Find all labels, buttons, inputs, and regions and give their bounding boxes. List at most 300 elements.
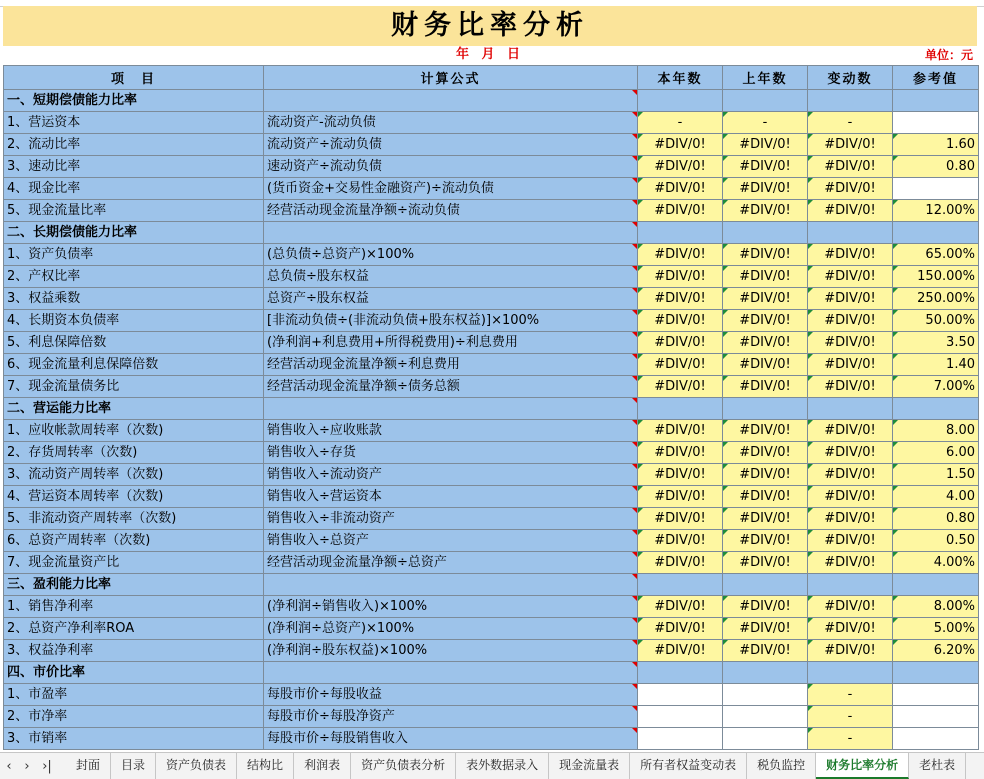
section-formula-cell[interactable]	[264, 90, 638, 112]
item-cell[interactable]: 2、存货周转率（次数)	[4, 442, 264, 464]
item-cell[interactable]: 3、权益净利率	[4, 640, 264, 662]
change-cell[interactable]: #DIV/0!	[808, 618, 893, 640]
formula-indicator	[723, 376, 728, 381]
formula-indicator	[808, 376, 813, 381]
section-value-cell[interactable]	[638, 90, 723, 112]
formula-indicator	[723, 618, 728, 623]
table-row	[4, 354, 979, 376]
reference-cell[interactable]: 0.50	[893, 530, 979, 552]
comment-marker	[632, 398, 637, 403]
change-cell[interactable]: #DIV/0!	[808, 530, 893, 552]
table-row	[4, 244, 979, 266]
reference-cell[interactable]: 5.00%	[893, 618, 979, 640]
next-sheet-button[interactable]: ›	[24, 758, 30, 774]
previous-year-cell[interactable]	[723, 728, 808, 750]
section-value-cell[interactable]	[638, 398, 723, 420]
formula-cell[interactable]: 总资产÷股东权益	[264, 288, 638, 310]
table-row	[4, 618, 979, 640]
header-item[interactable]: 项 目	[4, 66, 264, 90]
comment-marker	[632, 354, 637, 359]
formula-cell[interactable]: (货币资金+交易性金融资产)÷流动负债	[264, 178, 638, 200]
change-cell[interactable]: #DIV/0!	[808, 464, 893, 486]
previous-year-cell[interactable]: #DIV/0!	[723, 178, 808, 200]
item-cell[interactable]: 1、资产负债率	[4, 244, 264, 266]
current-year-cell[interactable]: #DIV/0!	[638, 288, 723, 310]
reference-cell[interactable]: 6.00	[893, 442, 979, 464]
current-year-cell[interactable]: #DIV/0!	[638, 266, 723, 288]
formula-indicator	[808, 442, 813, 447]
current-year-cell[interactable]	[638, 684, 723, 706]
reference-cell[interactable]	[893, 178, 979, 200]
comment-marker	[632, 244, 637, 249]
reference-cell[interactable]: 250.00%	[893, 288, 979, 310]
comment-marker	[632, 420, 637, 425]
formula-indicator	[808, 332, 813, 337]
comment-marker	[632, 662, 637, 667]
previous-year-cell[interactable]: #DIV/0!	[723, 156, 808, 178]
previous-year-cell[interactable]: #DIV/0!	[723, 332, 808, 354]
subtitle-row	[3, 46, 977, 64]
previous-year-cell[interactable]: #DIV/0!	[723, 376, 808, 398]
change-cell[interactable]: #DIV/0!	[808, 376, 893, 398]
formula-indicator	[893, 552, 898, 557]
item-cell[interactable]: 1、应收帐款周转率（次数)	[4, 420, 264, 442]
formula-cell[interactable]: (净利润÷股东权益)×100%	[264, 640, 638, 662]
section-value-cell[interactable]	[723, 398, 808, 420]
item-cell[interactable]: 1、销售净利率	[4, 596, 264, 618]
table-row	[4, 134, 979, 156]
previous-year-cell[interactable]	[723, 706, 808, 728]
formula-indicator	[723, 156, 728, 161]
section-row	[4, 662, 979, 684]
section-value-cell[interactable]	[638, 662, 723, 684]
formula-indicator	[638, 310, 643, 315]
current-year-cell[interactable]	[638, 728, 723, 750]
formula-cell[interactable]: 销售收入÷总资产	[264, 530, 638, 552]
formula-cell[interactable]: 流动资产÷流动负债	[264, 134, 638, 156]
formula-indicator	[808, 244, 813, 249]
previous-year-cell[interactable]: #DIV/0!	[723, 354, 808, 376]
table-row	[4, 486, 979, 508]
previous-year-cell[interactable]: #DIV/0!	[723, 200, 808, 222]
current-year-cell[interactable]: #DIV/0!	[638, 464, 723, 486]
comment-marker	[632, 574, 637, 579]
table-row	[4, 706, 979, 728]
reference-cell[interactable]	[893, 112, 979, 134]
change-cell[interactable]: -	[808, 112, 893, 134]
previous-year-cell[interactable]: #DIV/0!	[723, 596, 808, 618]
formula-indicator	[638, 464, 643, 469]
reference-cell[interactable]: 1.60	[893, 134, 979, 156]
item-cell[interactable]: 2、产权比率	[4, 266, 264, 288]
formula-cell[interactable]: (净利润÷总资产)×100%	[264, 618, 638, 640]
change-cell[interactable]: #DIV/0!	[808, 244, 893, 266]
comment-marker	[632, 640, 637, 645]
formula-indicator	[808, 596, 813, 601]
formula-indicator	[893, 530, 898, 535]
formula-indicator	[808, 706, 813, 711]
previous-year-cell[interactable]: #DIV/0!	[723, 486, 808, 508]
section-value-cell[interactable]	[638, 222, 723, 244]
formula-cell[interactable]: 经营活动现金流量净额÷流动负债	[264, 200, 638, 222]
section-formula-cell[interactable]	[264, 222, 638, 244]
reference-cell[interactable]: 0.80	[893, 508, 979, 530]
section-value-cell[interactable]	[638, 574, 723, 596]
table-row	[4, 728, 979, 750]
change-cell[interactable]: #DIV/0!	[808, 354, 893, 376]
formula-indicator	[638, 244, 643, 249]
current-year-cell[interactable]: #DIV/0!	[638, 376, 723, 398]
change-cell[interactable]: #DIV/0!	[808, 310, 893, 332]
formula-indicator	[723, 464, 728, 469]
formula-cell[interactable]: 销售收入÷应收账款	[264, 420, 638, 442]
item-cell[interactable]: 5、利息保障倍数	[4, 332, 264, 354]
reference-cell[interactable]: 7.00%	[893, 376, 979, 398]
header-formula[interactable]: 计算公式	[264, 66, 638, 90]
item-cell[interactable]: 3、权益乘数	[4, 288, 264, 310]
item-cell[interactable]: 4、营运资本周转率（次数)	[4, 486, 264, 508]
formula-cell[interactable]: (净利润÷销售收入)×100%	[264, 596, 638, 618]
formula-cell[interactable]: 经营活动现金流量净额÷债务总额	[264, 376, 638, 398]
ratio-table	[3, 65, 978, 750]
formula-indicator	[723, 134, 728, 139]
reference-cell[interactable]: 6.20%	[893, 640, 979, 662]
formula-indicator	[638, 288, 643, 293]
item-cell[interactable]: 5、非流动资产周转率（次数)	[4, 508, 264, 530]
formula-indicator	[893, 310, 898, 315]
formula-indicator	[893, 596, 898, 601]
reference-cell[interactable]: 150.00%	[893, 266, 979, 288]
formula-indicator	[723, 530, 728, 535]
formula-cell[interactable]: 销售收入÷流动资产	[264, 464, 638, 486]
current-year-cell[interactable]: #DIV/0!	[638, 618, 723, 640]
reference-cell[interactable]: 4.00	[893, 486, 979, 508]
section-value-cell[interactable]	[893, 574, 979, 596]
sheet-tab[interactable]: 目录	[111, 753, 156, 779]
formula-indicator	[893, 508, 898, 513]
current-year-cell[interactable]: #DIV/0!	[638, 244, 723, 266]
formula-cell[interactable]: (净利润+利息费用+所得税费用)÷利息费用	[264, 332, 638, 354]
current-year-cell[interactable]: #DIV/0!	[638, 596, 723, 618]
table-row	[4, 552, 979, 574]
formula-cell[interactable]: (总负债÷总资产)×100%	[264, 244, 638, 266]
current-year-cell[interactable]: #DIV/0!	[638, 486, 723, 508]
comment-marker	[632, 222, 637, 227]
current-year-cell[interactable]: #DIV/0!	[638, 134, 723, 156]
formula-cell[interactable]: 每股市价÷每股销售收入	[264, 728, 638, 750]
formula-cell[interactable]: 销售收入÷营运资本	[264, 486, 638, 508]
sheet-tab[interactable]: 现金流量表	[549, 753, 630, 779]
change-cell[interactable]: #DIV/0!	[808, 178, 893, 200]
change-cell[interactable]: #DIV/0!	[808, 288, 893, 310]
comment-marker	[632, 156, 637, 161]
item-cell[interactable]: 4、现金比率	[4, 178, 264, 200]
section-value-cell[interactable]	[808, 398, 893, 420]
section-label[interactable]: 四、市价比率	[4, 662, 264, 684]
previous-year-cell[interactable]	[723, 684, 808, 706]
formula-cell[interactable]: 每股市价÷每股净资产	[264, 706, 638, 728]
previous-year-cell[interactable]: #DIV/0!	[723, 420, 808, 442]
formula-cell[interactable]: 经营活动现金流量净额÷利息费用	[264, 354, 638, 376]
change-cell[interactable]: -	[808, 684, 893, 706]
item-cell[interactable]: 2、市净率	[4, 706, 264, 728]
current-year-cell[interactable]: #DIV/0!	[638, 420, 723, 442]
sheet-tab[interactable]: 财务比率分析	[816, 753, 909, 779]
item-cell[interactable]: 6、现金流量利息保障倍数	[4, 354, 264, 376]
reference-cell[interactable]: 1.40	[893, 354, 979, 376]
formula-indicator	[893, 420, 898, 425]
item-cell[interactable]: 7、现金流量资产比	[4, 552, 264, 574]
section-value-cell[interactable]	[808, 662, 893, 684]
formula-indicator	[638, 112, 643, 117]
item-cell[interactable]: 4、长期资本负债率	[4, 310, 264, 332]
section-value-cell[interactable]	[723, 90, 808, 112]
item-cell[interactable]: 7、现金流量债务比	[4, 376, 264, 398]
comment-marker	[632, 200, 637, 205]
change-cell[interactable]: #DIV/0!	[808, 640, 893, 662]
item-cell[interactable]: 2、总资产净利率ROA	[4, 618, 264, 640]
formula-indicator	[808, 134, 813, 139]
change-cell[interactable]: #DIV/0!	[808, 486, 893, 508]
previous-year-cell[interactable]: #DIV/0!	[723, 244, 808, 266]
current-year-cell[interactable]: #DIV/0!	[638, 354, 723, 376]
previous-year-cell[interactable]: #DIV/0!	[723, 442, 808, 464]
prev-sheet-button[interactable]: ‹	[6, 758, 12, 774]
current-year-cell[interactable]: #DIV/0!	[638, 442, 723, 464]
current-year-cell[interactable]: #DIV/0!	[638, 310, 723, 332]
comment-marker	[632, 332, 637, 337]
change-cell[interactable]: #DIV/0!	[808, 200, 893, 222]
change-cell[interactable]: #DIV/0!	[808, 156, 893, 178]
item-cell[interactable]: 1、市盈率	[4, 684, 264, 706]
comment-marker	[632, 288, 637, 293]
change-cell[interactable]: #DIV/0!	[808, 266, 893, 288]
formula-cell[interactable]: [非流动负债÷(非流动负债+股东权益)]×100%	[264, 310, 638, 332]
formula-indicator	[893, 156, 898, 161]
table-row	[4, 442, 979, 464]
change-cell[interactable]: #DIV/0!	[808, 420, 893, 442]
header-current-year[interactable]: 本年数	[638, 66, 723, 90]
current-year-cell[interactable]: #DIV/0!	[638, 178, 723, 200]
formula-indicator	[808, 354, 813, 359]
reference-cell[interactable]: 50.00%	[893, 310, 979, 332]
item-cell[interactable]: 1、营运资本	[4, 112, 264, 134]
item-cell[interactable]: 3、速动比率	[4, 156, 264, 178]
sheet-tab[interactable]: 表外数据录入	[456, 753, 549, 779]
change-cell[interactable]: #DIV/0!	[808, 134, 893, 156]
formula-indicator	[808, 288, 813, 293]
sheet-tab[interactable]: 税负监控	[747, 753, 816, 779]
change-cell[interactable]: #DIV/0!	[808, 442, 893, 464]
header-reference[interactable]: 参考值	[893, 66, 979, 90]
section-value-cell[interactable]	[723, 662, 808, 684]
formula-indicator	[723, 552, 728, 557]
comment-marker	[632, 266, 637, 271]
section-value-cell[interactable]	[723, 574, 808, 596]
formula-indicator	[893, 332, 898, 337]
formula-cell[interactable]: 销售收入÷存货	[264, 442, 638, 464]
previous-year-cell[interactable]: #DIV/0!	[723, 310, 808, 332]
sheet-tab[interactable]: 封面	[66, 753, 111, 779]
formula-indicator	[808, 200, 813, 205]
comment-marker	[632, 618, 637, 623]
change-cell[interactable]: -	[808, 706, 893, 728]
formula-indicator	[893, 134, 898, 139]
comment-marker	[632, 464, 637, 469]
section-label[interactable]: 二、长期偿债能力比率	[4, 222, 264, 244]
table-row	[4, 508, 979, 530]
current-year-cell[interactable]	[638, 706, 723, 728]
current-year-cell[interactable]: -	[638, 112, 723, 134]
formula-cell[interactable]: 总负债÷股东权益	[264, 266, 638, 288]
header-previous-year[interactable]: 上年数	[723, 66, 808, 90]
section-value-cell[interactable]	[893, 90, 979, 112]
reference-cell[interactable]: 4.00%	[893, 552, 979, 574]
table-row	[4, 464, 979, 486]
reference-cell[interactable]: 8.00%	[893, 596, 979, 618]
reference-cell[interactable]: 12.00%	[893, 200, 979, 222]
change-cell[interactable]: #DIV/0!	[808, 552, 893, 574]
formula-cell[interactable]: 流动资产-流动负债	[264, 112, 638, 134]
change-cell[interactable]: -	[808, 728, 893, 750]
previous-year-cell[interactable]: -	[723, 112, 808, 134]
section-value-cell[interactable]	[893, 222, 979, 244]
formula-indicator	[723, 310, 728, 315]
formula-indicator	[638, 354, 643, 359]
change-cell[interactable]: #DIV/0!	[808, 508, 893, 530]
formula-indicator	[638, 420, 643, 425]
formula-indicator	[808, 266, 813, 271]
current-year-cell[interactable]: #DIV/0!	[638, 200, 723, 222]
previous-year-cell[interactable]: #DIV/0!	[723, 464, 808, 486]
reference-cell[interactable]	[893, 706, 979, 728]
formula-indicator	[808, 178, 813, 183]
previous-year-cell[interactable]: #DIV/0!	[723, 508, 808, 530]
comment-marker	[632, 134, 637, 139]
previous-year-cell[interactable]: #DIV/0!	[723, 266, 808, 288]
reference-cell[interactable]: 0.80	[893, 156, 979, 178]
current-year-cell[interactable]: #DIV/0!	[638, 640, 723, 662]
section-label[interactable]: 一、短期偿债能力比率	[4, 90, 264, 112]
formula-indicator	[723, 244, 728, 249]
previous-year-cell[interactable]: #DIV/0!	[723, 288, 808, 310]
sheet-tab[interactable]: 利润表	[294, 753, 351, 779]
date-label: 年 月 日	[455, 47, 525, 62]
comment-marker	[632, 178, 637, 183]
reference-cell[interactable]	[893, 684, 979, 706]
item-cell[interactable]: 3、市销率	[4, 728, 264, 750]
table-row	[4, 332, 979, 354]
sheet-tab[interactable]: 老杜表	[909, 753, 966, 779]
formula-indicator	[723, 640, 728, 645]
item-cell[interactable]: 6、总资产周转率（次数)	[4, 530, 264, 552]
table-row	[4, 530, 979, 552]
section-value-cell[interactable]	[723, 222, 808, 244]
header-change[interactable]: 变动数	[808, 66, 893, 90]
change-cell[interactable]: #DIV/0!	[808, 596, 893, 618]
section-formula-cell[interactable]	[264, 398, 638, 420]
formula-indicator	[808, 112, 813, 117]
reference-cell[interactable]: 3.50	[893, 332, 979, 354]
previous-year-cell[interactable]: #DIV/0!	[723, 134, 808, 156]
current-year-cell[interactable]: #DIV/0!	[638, 332, 723, 354]
reference-cell[interactable]: 1.50	[893, 464, 979, 486]
section-value-cell[interactable]	[893, 662, 979, 684]
formula-indicator	[723, 354, 728, 359]
item-cell[interactable]: 3、流动资产周转率（次数)	[4, 464, 264, 486]
reference-cell[interactable]: 8.00	[893, 420, 979, 442]
current-year-cell[interactable]: #DIV/0!	[638, 156, 723, 178]
formula-indicator	[808, 508, 813, 513]
table-row	[4, 288, 979, 310]
sheet-tab[interactable]: 所有者权益变动表	[630, 753, 747, 779]
formula-cell[interactable]: 速动资产÷流动负债	[264, 156, 638, 178]
formula-indicator	[638, 332, 643, 337]
table-row	[4, 112, 979, 134]
table-row	[4, 200, 979, 222]
formula-indicator	[638, 156, 643, 161]
formula-indicator	[808, 552, 813, 557]
previous-year-cell[interactable]: #DIV/0!	[723, 640, 808, 662]
table-row	[4, 156, 979, 178]
formula-indicator	[893, 640, 898, 645]
previous-year-cell[interactable]: #DIV/0!	[723, 618, 808, 640]
formula-cell[interactable]: 销售收入÷非流动资产	[264, 508, 638, 530]
sheet-tab-bar	[0, 752, 984, 779]
section-label[interactable]: 三、盈利能力比率	[4, 574, 264, 596]
formula-indicator	[638, 178, 643, 183]
sheet-tab[interactable]: 资产负债表分析	[351, 753, 456, 779]
item-cell[interactable]: 5、现金流量比率	[4, 200, 264, 222]
previous-year-cell[interactable]: #DIV/0!	[723, 530, 808, 552]
formula-indicator	[638, 442, 643, 447]
current-year-cell[interactable]: #DIV/0!	[638, 552, 723, 574]
last-sheet-button[interactable]: ›|	[42, 758, 52, 774]
formula-indicator	[893, 442, 898, 447]
formula-indicator	[723, 266, 728, 271]
formula-indicator	[893, 486, 898, 491]
section-value-cell[interactable]	[808, 90, 893, 112]
item-cell[interactable]: 2、流动比率	[4, 134, 264, 156]
formula-indicator	[638, 640, 643, 645]
comment-marker	[632, 376, 637, 381]
current-year-cell[interactable]: #DIV/0!	[638, 530, 723, 552]
current-year-cell[interactable]: #DIV/0!	[638, 508, 723, 530]
formula-indicator	[638, 530, 643, 535]
section-value-cell[interactable]	[893, 398, 979, 420]
section-label[interactable]: 二、营运能力比率	[4, 398, 264, 420]
previous-year-cell[interactable]: #DIV/0!	[723, 552, 808, 574]
sheet-tab[interactable]: 结构比	[237, 753, 294, 779]
comment-marker	[632, 684, 637, 689]
section-formula-cell[interactable]	[264, 574, 638, 596]
formula-indicator	[723, 486, 728, 491]
formula-cell[interactable]: 经营活动现金流量净额÷总资产	[264, 552, 638, 574]
sheet-tab[interactable]: 资产负债表	[156, 753, 237, 779]
section-formula-cell[interactable]	[264, 662, 638, 684]
formula-indicator	[723, 200, 728, 205]
section-value-cell[interactable]	[808, 574, 893, 596]
change-cell[interactable]: #DIV/0!	[808, 332, 893, 354]
formula-indicator	[638, 596, 643, 601]
section-value-cell[interactable]	[808, 222, 893, 244]
reference-cell[interactable]: 65.00%	[893, 244, 979, 266]
formula-cell[interactable]: 每股市价÷每股收益	[264, 684, 638, 706]
comment-marker	[632, 486, 637, 491]
table-row	[4, 310, 979, 332]
reference-cell[interactable]	[893, 728, 979, 750]
formula-indicator	[808, 618, 813, 623]
